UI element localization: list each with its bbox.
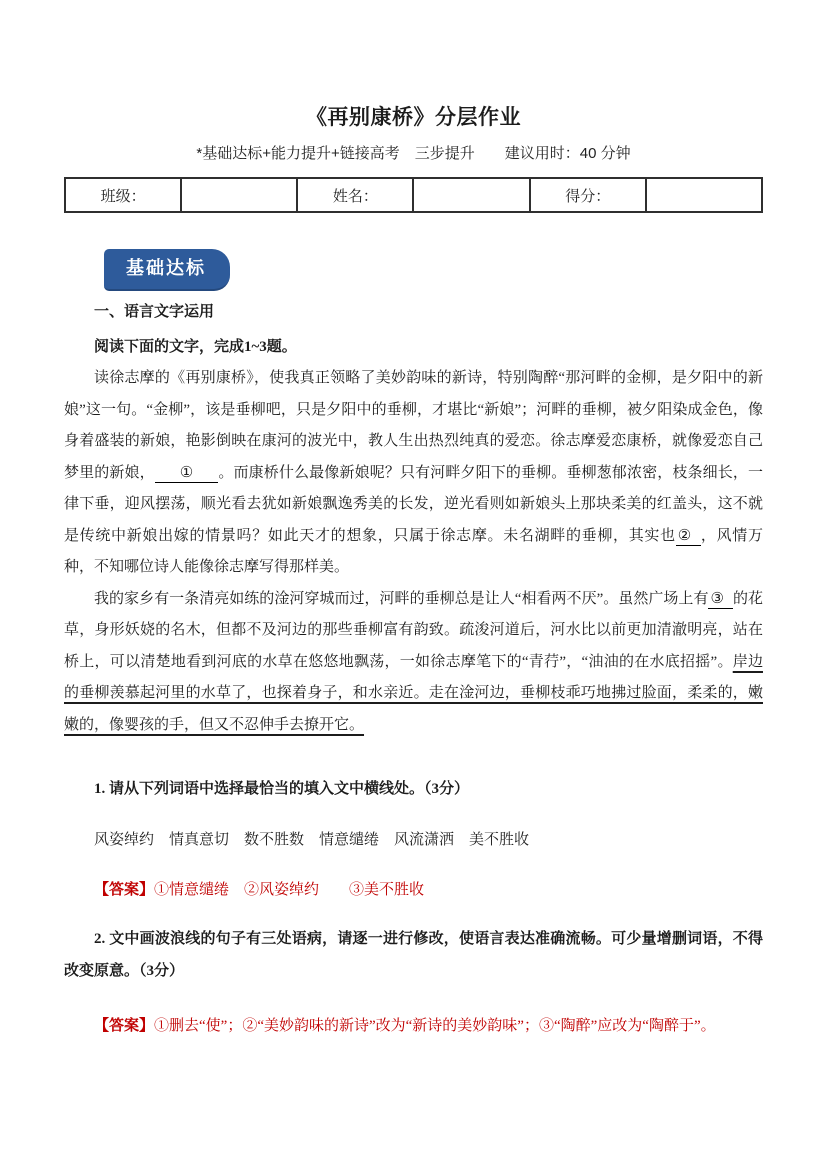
answer-2 [64,1011,763,1043]
passage-paragraph-1 [64,363,763,584]
question-2: 2. 文中画波浪线的句子有三处语病，请逐一进行修改，使语言表达准确流畅。可少量增删词语，不得改变原意。（3分） [64,931,763,979]
cell-class-value [181,178,297,212]
underline-segment: 岸边的垂柳羡慕起河里的水草了，也探着身子，和水亲近。走在淦河边，垂柳枝乖巧地拂过脸面，柔柔的，嫩嫩的，像婴孩的手，但又不忍伸手去撩开它。 [64,653,763,733]
section-badge-basic: 基础达标 [104,249,230,291]
reading-instruction: 阅读下面的文字，完成1~3题。 [94,339,297,355]
text-segment: 。而康桥什么最像新娘呢？只有河畔夕阳下的垂柳。垂柳葱郁浓密，枝条细长，一律下垂，迎风摆荡，顺光看去犹如新娘飘逸秀美的长发，逆光看则如新娘头上那块柔美的红盖头，这不就是传统中新娘出嫁的情景吗？如此天才的想象，只属于徐志摩。未名湖畔的垂柳，其实也 [64,464,763,544]
text-segment: ，风情万种，不知哪位诗人能像徐志摩写得那样美。 [64,527,763,575]
passage-paragraph-2 [64,584,763,742]
blank-segment: ③ [708,591,732,609]
answer-1-text: ①情意缱绻 ②风姿绰约 ③美不胜收 [154,881,425,898]
cell-class-label: 班级： [65,178,181,212]
text-segment: 我的家乡有一条清亮如练的淦河穿城而过，河畔的垂柳总是让人“相看两不厌”。虽然广场上有 [94,590,709,607]
text-segment: 的花草，身形妖娆的名木，但都不及河边的那些垂柳富有韵致。疏浚河道后，河水比以前更加清澈明亮，站在桥上，可以清楚地看到河底的水草在悠悠地飘荡，一如徐志摩笔下的“青荇”，“油油的在水底招摇”。 [64,590,763,670]
question-1: 1. 请从下列词语中选择最恰当的填入文中横线处。（3分） [94,781,470,797]
page-title: 《再别康桥》分层作业 [306,105,521,129]
blank-segment: ② [676,528,701,546]
answer-2-text: ①删去“使”；②“美妙韵味的新诗”改为“新诗的美妙韵味”；③“陶醉”应改为“陶醉于”。 [154,1018,716,1034]
cell-score-value [646,178,762,212]
cell-name-label: 姓名： [297,178,413,212]
worksheet-subtitle: *基础达标+能力提升+链接高考 三步提升 建议用时：40 分钟 [196,145,631,162]
answer-label: 【答案】 [94,881,155,898]
section-heading: 一、语言文字运用 [94,304,215,320]
info-table [64,177,763,213]
cell-name-value [413,178,529,212]
cell-score-label: 得分： [530,178,646,212]
answer-1 [64,875,763,907]
text-segment: 读徐志摩的《再别康桥》，使我真正领略了美妙韵味的新诗，特别陶醉“那河畔的金柳，是夕阳中的新娘”这一句。“金柳”，该是垂柳吧，只是夕阳中的垂柳，才堪比“新娘”；河畔的垂柳，被夕阳染成金色，像身着盛装的新娘，艳影倒映在康河的波光中，教人生出热烈纯真的爱恋。徐志摩爱恋康桥，就像爱恋自己梦里的新娘， [64,370,763,481]
question-1-word-options: 风姿绰约 情真意切 数不胜数 情意缱绻 风流潇洒 美不胜收 [94,831,530,848]
answer-label: 【答案】 [94,1018,155,1034]
info-table-row [65,178,762,212]
blank-segment: ① [155,465,219,483]
